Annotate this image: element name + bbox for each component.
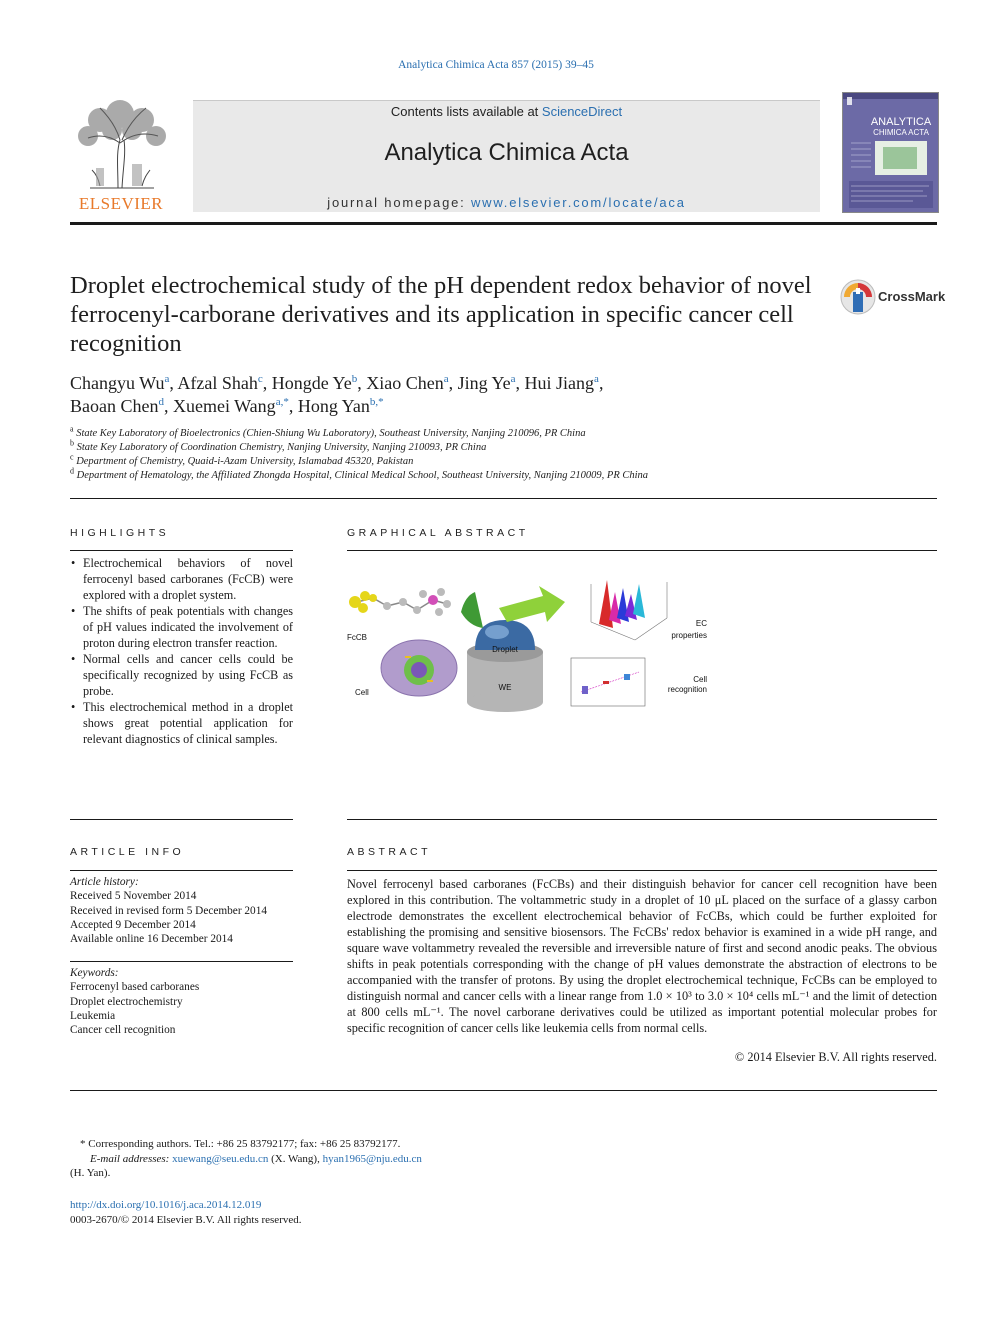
recognition-chart-icon bbox=[571, 658, 645, 706]
journal-cover-thumbnail[interactable] bbox=[842, 92, 939, 213]
history-item: Received in revised form 5 December 2014 bbox=[70, 904, 267, 917]
homepage-link[interactable]: www.elsevier.com/locate/aca bbox=[470, 195, 686, 210]
masthead-rule bbox=[70, 222, 937, 225]
email-link-wang[interactable]: xuewang@seu.edu.cn bbox=[172, 1152, 269, 1165]
graphical-abstract-rule bbox=[347, 550, 937, 551]
crossmark-badge[interactable] bbox=[840, 278, 946, 318]
email-line: E-mail addresses: xuewang@seu.edu.cn (X. Wang), hyan1965@nju.edu.cn bbox=[90, 1152, 422, 1165]
section-rule bbox=[70, 498, 937, 499]
label-cell-recognition-line1: Cell bbox=[693, 675, 707, 684]
author[interactable]: Hongde Ye$^b$ bbox=[271, 373, 358, 393]
doi-link[interactable]: http://dx.doi.org/10.1016/j.aca.2014.12.019 bbox=[70, 1199, 262, 1211]
section-rule bbox=[70, 1090, 937, 1091]
keywords-label: Keywords: bbox=[70, 967, 119, 979]
sciencedirect-link[interactable]: ScienceDirect bbox=[541, 104, 623, 119]
label-ec-line2: properties bbox=[671, 631, 707, 640]
label-cell-recognition-line2: recognition bbox=[667, 685, 707, 694]
cover-title-2: CHIMICA ACTA bbox=[873, 128, 929, 137]
elsevier-wordmark: ELSEVIER bbox=[78, 194, 164, 213]
keyword-item: Droplet electrochemistry bbox=[70, 995, 183, 1008]
abstract-body: Novel ferrocenyl based carboranes (FcCBs) and their distinguish behavior for cancer cell recognition have been explored in this contribution. The voltammetric study in a droplet of 10 μL placed on the surface of a glassy carbon electrode demonstrates the excellent electrochemical behavior of FcCBs, which could be further exploited for establishing the promising and sensitive biosensors. The FcCBs' redox behavior is examined in a wide pH range, and square wave voltammetry revealed the reversible and irreversible nature of first and second anodic peaks. The obvious shifts in peak potentials corresponding with the change of pH values demonstrate the abstraction of electrons to be accompanied with the transfer of protons. By using the droplet electrochemical technique, FcCBs can be employed to distinguish normal and cancer cells with a linear range from 1.0 × 10³ to 3.0 × 10⁴ cells mL⁻¹ and the limit of detection at 800 cells mL⁻¹. The novel carborane derivatives could be utilized as important potential molecular probes for specific recognition of cancer cells like leukemia cells from normal cells. bbox=[347, 877, 937, 1035]
journal-citation[interactable]: Analytica Chimica Acta 857 (2015) 39–45 bbox=[398, 59, 594, 71]
affiliation: $^c$ Department of Chemistry, Quaid-i-Azam University, Islamabad 45320, Pakistan bbox=[70, 452, 414, 467]
graphical-abstract-svg bbox=[343, 572, 715, 717]
molecule-icon bbox=[349, 588, 451, 616]
keyword-item: Ferrocenyl based carboranes bbox=[70, 981, 200, 994]
article-info-heading: ARTICLE INFO bbox=[70, 846, 185, 858]
section-rule bbox=[70, 819, 293, 820]
keywords bbox=[70, 966, 295, 1037]
author[interactable]: Hong Yan$^{b,*}$ bbox=[297, 396, 384, 416]
label-droplet: Droplet bbox=[492, 645, 518, 654]
history-item: Accepted 9 December 2014 bbox=[70, 918, 196, 931]
elsevier-tree-icon bbox=[70, 98, 172, 194]
article-info-rule bbox=[70, 870, 293, 871]
affiliation: $^d$ Department of Hematology, the Affiliated Zhongda Hospital, Clinical Medical School, Southeast University, Nanjing 210009, PR China bbox=[70, 466, 649, 481]
elsevier-logo[interactable] bbox=[70, 98, 172, 214]
abstract-copyright: © 2014 Elsevier B.V. All rights reserved. bbox=[734, 1050, 937, 1064]
highlight-item: • Electrochemical behaviors of novel ferrocenyl based carboranes (FcCB) were explored with a droplet system. bbox=[70, 555, 293, 603]
author[interactable]: Xiao Chen$^a$ bbox=[366, 373, 449, 393]
affiliation: $^a$ State Key Laboratory of Bioelectronics (Chien-Shiung Wu Laboratory), Southeast University, Nanjing 210096, PR China bbox=[70, 424, 586, 439]
journal-cover-image bbox=[843, 93, 938, 212]
graphical-abstract-figure[interactable] bbox=[343, 572, 715, 717]
doi-block bbox=[70, 1198, 470, 1227]
highlights-heading: HIGHLIGHTS bbox=[70, 527, 170, 539]
author[interactable]: Jing Ye$^a$ bbox=[457, 373, 516, 393]
graphical-abstract-heading: GRAPHICAL ABSTRACT bbox=[347, 527, 529, 539]
highlights-list bbox=[70, 555, 293, 747]
crossmark-label: CrossMark bbox=[878, 289, 946, 304]
author[interactable]: Xuemei Wang$^{a,*}$ bbox=[172, 396, 289, 416]
homepage-prefix: journal homepage: bbox=[327, 195, 471, 210]
droplet-electrode-icon bbox=[467, 620, 543, 712]
cell-icon bbox=[381, 640, 457, 696]
history-label: Article history: bbox=[70, 876, 139, 888]
affiliation: $^b$ State Key Laboratory of Coordination Chemistry, Nanjing University, Nanjing 210093, PR China bbox=[70, 438, 487, 453]
author[interactable]: Changyu Wu$^a$ bbox=[70, 373, 170, 393]
highlight-item: • Normal cells and cancer cells could be specifically recognized by using FcCB as probe. bbox=[70, 651, 293, 699]
keyword-item: Cancer cell recognition bbox=[70, 1024, 176, 1037]
email-link-yan[interactable]: hyan1965@nju.edu.cn bbox=[322, 1152, 422, 1165]
author-list: Changyu Wu$^a$, Afzal Shah$^c$, Hongde Ye$^b$, Xiao Chen$^a$, Jing Ye$^a$, Hui Jiang$^a$, Baoan Chen$^d$, Xuemei Wang$^{a,*}$, Hong Yan$^{b,*}$ bbox=[70, 373, 604, 416]
abstract-heading: ABSTRACT bbox=[347, 846, 432, 858]
abstract-rule bbox=[347, 870, 937, 871]
journal-title[interactable]: Analytica Chimica Acta bbox=[384, 139, 629, 166]
corresponding-author-note: * Corresponding authors. Tel.: +86 25 83792177; fax: +86 25 83792177. bbox=[80, 1138, 401, 1150]
author[interactable]: Afzal Shah$^c$ bbox=[177, 373, 263, 393]
author[interactable]: Baoan Chen$^d$ bbox=[70, 396, 164, 416]
contents-line bbox=[193, 104, 820, 119]
issn-line: 0003-2670/© 2014 Elsevier B.V. All rights reserved. bbox=[70, 1213, 302, 1226]
keywords-rule bbox=[70, 961, 293, 962]
footnotes bbox=[70, 1137, 770, 1181]
highlight-item: • The shifts of peak potentials with changes of pH values indicated the involvement of proton during electron transfer reaction. bbox=[70, 603, 293, 651]
affiliation-list bbox=[70, 424, 930, 483]
author[interactable]: Hui Jiang$^a$ bbox=[524, 373, 599, 393]
email-label: E-mail addresses: bbox=[90, 1152, 170, 1165]
masthead bbox=[193, 100, 820, 212]
label-we: WE bbox=[498, 683, 512, 692]
keyword-item: Leukemia bbox=[70, 1009, 116, 1022]
crossmark-icon bbox=[840, 278, 876, 316]
label-cell: Cell bbox=[355, 688, 369, 697]
section-rule bbox=[347, 819, 937, 820]
history-item: Received 5 November 2014 bbox=[70, 890, 197, 903]
highlight-item: • This electrochemical method in a droplet shows great potential application for relevant diagnostics of clinical samples. bbox=[70, 699, 293, 747]
article-title: Droplet electrochemical study of the pH dependent redox behavior of novel ferrocenyl-carborane derivatives and its application in specific cancer cell recognition bbox=[70, 272, 812, 357]
journal-homepage bbox=[193, 195, 820, 210]
contents-prefix: Contents lists available at bbox=[390, 104, 542, 119]
label-ec-line1: EC bbox=[695, 619, 707, 628]
highlights-rule bbox=[70, 550, 293, 551]
cover-title-1: ANALYTICA bbox=[870, 116, 932, 128]
history-item: Available online 16 December 2014 bbox=[70, 933, 233, 946]
email-attribution: (H. Yan). bbox=[70, 1167, 111, 1179]
ec-plot-icon bbox=[591, 580, 667, 640]
label-fccb: FcCB bbox=[347, 633, 367, 642]
article-history bbox=[70, 875, 295, 946]
